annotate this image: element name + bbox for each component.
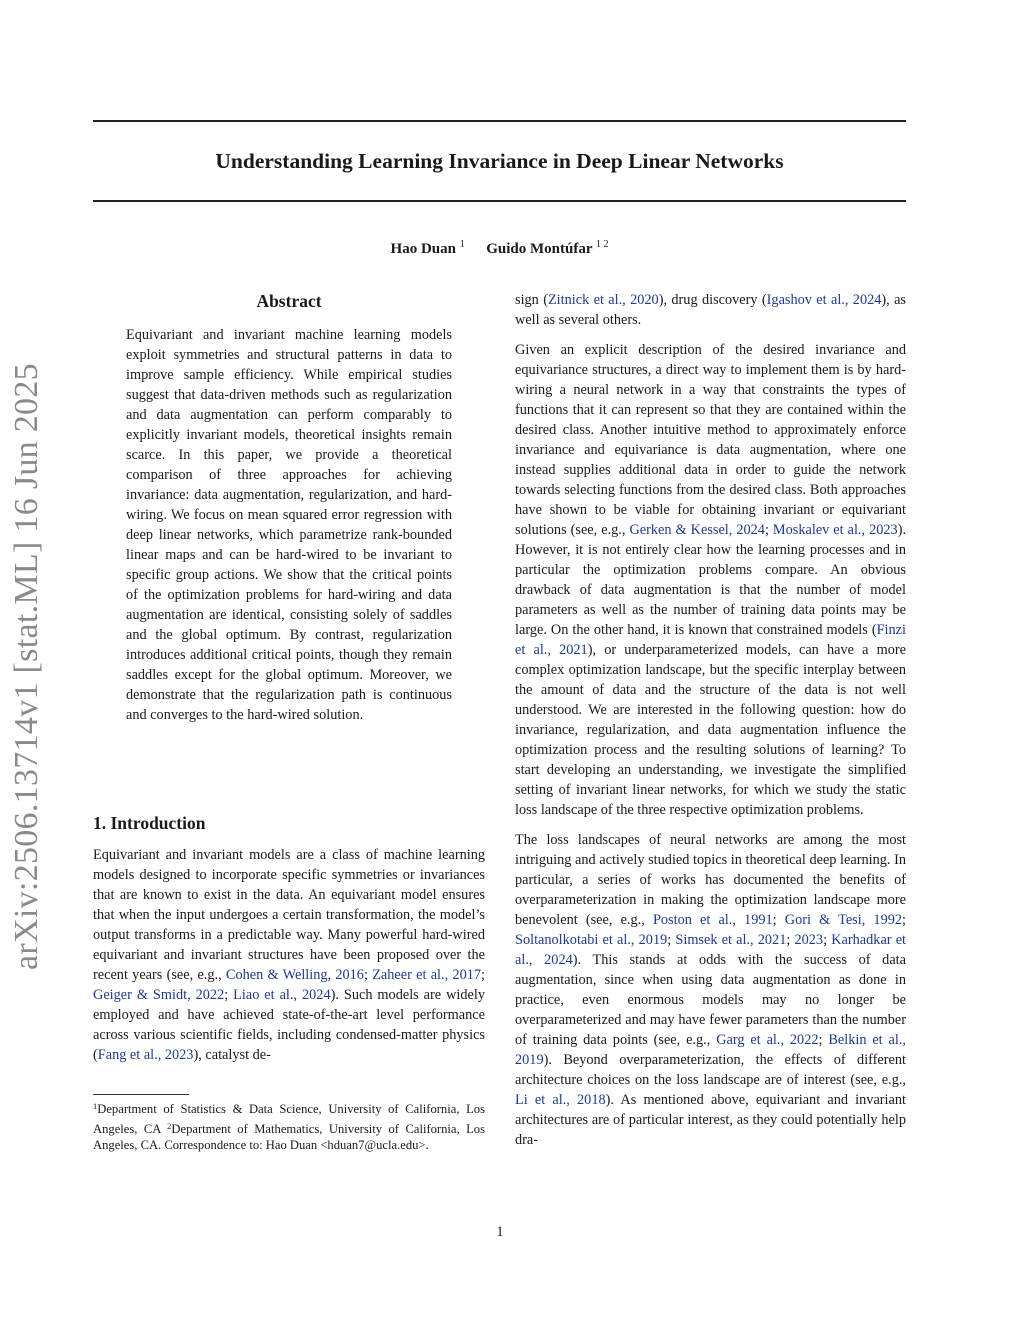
body-text: ; — [786, 932, 795, 948]
body-text: ; — [902, 912, 906, 928]
body-text: ), drug discovery ( — [658, 292, 767, 308]
citation-link[interactable]: Belkin et al., 2019 — [515, 1032, 906, 1068]
citation-link[interactable]: Finzi et al., 2021 — [515, 622, 906, 658]
body-text: ), catalyst de- — [193, 1047, 271, 1063]
abstract-heading: Abstract — [256, 291, 322, 311]
abstract-text: Equivariant and invariant machine learning models exploit symmetries and structural patterns in data to improve sample efficiency. While empirical studies suggest that data-driven methods such as regularization and data augmentation can perform comparably to explicitly invariant models, theoretical insights remain scarce. In this paper, we provide a theoretical comparison of three approaches for achieving invariance: data augmentation, regularization, and hard-wiring. We focus on mean squared error regression with deep linear networks, which parametrize rank-bounded linear maps and can be hard-wired to be invariant to specific group actions. We show that the critical points of the optimization problems for hard-wiring and data augmentation are identical, consisting solely of saddles and the global optimum. By contrast, regularization introduces additional critical points, though they remain saddles except for the global optimum. Moreover, we demonstrate that the regularization path is continuous and converges to the hard-wired solution. — [126, 327, 452, 723]
citation-link[interactable]: 2023 — [794, 932, 824, 948]
body-text: ; — [823, 932, 832, 948]
citation-link[interactable]: Gerken & Kessel, 2024 — [629, 522, 765, 538]
author-name: Hao Duan — [390, 241, 456, 257]
citation-link[interactable]: Zaheer et al., 2017 — [372, 967, 482, 983]
arxiv-identifier-text: arXiv:2506.13714v1 [stat.ML] 16 Jun 2025 — [8, 363, 45, 970]
right-column — [515, 290, 906, 1160]
body-text: ). As mentioned above, equivariant and invariant architectures are of particular interest, as they could potentially help dra- — [515, 1092, 906, 1148]
body-text: ; — [772, 912, 785, 928]
body-text: Given an explicit description of the desired invariance and equivariance structures, a direct way to implement them is by hard-wiring a neural network in a way that constraints the types of functions that it can represent so that they are contained within the desired class. Another intuitive method to approximately enforce invariance and equivariance is data augmentation, where one instead supplies additional data in order to guide the network towards selecting functions from the desired class. Both approaches have shown to be viable for obtaining invariant or equivariant solutions (see, e.g., — [515, 342, 906, 538]
body-paragraph — [515, 830, 906, 1150]
affiliation-footnote — [93, 1098, 485, 1154]
citation-link[interactable]: Zitnick et al., 2020 — [547, 292, 659, 308]
body-text: sign ( — [515, 292, 548, 308]
citation-link[interactable]: Karhadkar et al., 2024 — [515, 932, 907, 968]
footnote-text: Department of Mathematics, University of California, Los Angeles, CA. Correspondence to: Hao Duan <hduan7@ucla.edu>. — [93, 1121, 486, 1152]
body-text: ; — [764, 522, 773, 538]
citation-link[interactable]: Garg et al., 2022 — [716, 1032, 819, 1048]
citation-link[interactable]: Li et al., 2018 — [515, 1092, 606, 1108]
body-text: ; — [224, 987, 234, 1003]
body-text: The loss landscapes of neural networks are among the most intriguing and actively studied topics in theoretical deep learning. In particular, a series of works has documented the benefits of overparameterization in making the optimization landscape more benevolent (see, e.g., — [515, 832, 906, 928]
body-text: ; — [667, 932, 676, 948]
footnote-mark: 2 — [167, 1120, 172, 1131]
footnote-mark: 1 — [93, 1101, 98, 1111]
title-bottom-rule — [93, 200, 906, 202]
body-text: ; — [818, 1032, 829, 1048]
body-paragraph — [515, 340, 906, 820]
author-name: Guido Montúfar — [486, 241, 593, 257]
citation-link[interactable]: Gori & Tesi, 1992 — [784, 912, 903, 928]
paper-title: Understanding Learning Invariance in Deep Linear Networks — [215, 149, 784, 173]
author-affiliation-mark: 1 2 — [595, 239, 609, 250]
citation-link[interactable]: Igashov et al., 2024 — [766, 292, 882, 308]
citation-link[interactable]: Moskalev et al., 2023 — [772, 522, 898, 538]
body-text: ), or underparameterized models, can have a more complex optimization landscape, but the specific interplay between the amount of data and the structure of the data is not well understood. We are interested in the following question: how do invariance, regularization, and data augmentation influence the optimization process and the resulting solutions of learning? To start developing an understanding, we investigate the simplified setting of invariant linear networks, for which we study the static loss landscape of the three respective optimization problems. — [515, 642, 906, 818]
body-text: ; — [363, 967, 373, 983]
citation-link[interactable]: Soltanolkotabi et al., 2019 — [515, 932, 668, 948]
footnote-text: Department of Statistics & Data Science, University of California, Los Angeles, CA — [93, 1102, 485, 1136]
author-list — [93, 234, 906, 260]
body-text: ; — [481, 967, 486, 983]
citation-link[interactable]: Cohen & Welling, 2016 — [225, 967, 364, 983]
body-paragraph — [515, 290, 906, 330]
body-text: ). However, it is not entirely clear how the learning processes and in particular the optimization problems compare. An obvious drawback of data augmentation is that the number of model parameters as well as the number of training data points may be large. On the other hand, it is known that constrained models ( — [515, 522, 907, 638]
section-heading-introduction: 1. Introduction — [93, 813, 206, 833]
body-text: Equivariant and invariant models are a class of machine learning models designed to incorporate specific symmetries or invariances that are known to exist in the data. An equivariant model ensures that when the input undergoes a certain transformation, the model’s output transforms in a predictable way. Many powerful hard-wired equivariant and invariant structures have been proposed over the recent years (see, e.g., — [93, 847, 485, 983]
body-text: ). This stands at odds with the success of data augmentation, since when using data augmentation as done in practice, even enormous models may no longer be overparameterized and may have fewer parameters than the number of training data points (see, e.g., — [515, 952, 906, 1048]
citation-link[interactable]: Liao et al., 2024 — [233, 987, 331, 1003]
footnote-rule — [93, 1094, 189, 1095]
introduction-paragraph — [93, 845, 485, 1065]
body-text: ). Such models are widely employed and have achieved state-of-the-art level performance across various scientific fields, including condensed-matter physics ( — [93, 987, 485, 1063]
citation-link[interactable]: Simsek et al., 2021 — [675, 932, 787, 948]
title-top-rule — [93, 120, 906, 122]
citation-link[interactable]: Poston et al., 1991 — [652, 912, 773, 928]
body-text: ). Beyond overparameterization, the effects of different architecture choices on the loss landscape are of interest (see, e.g., — [515, 1052, 906, 1088]
citation-link[interactable]: Fang et al., 2023 — [97, 1047, 194, 1063]
body-text: ), as well as several others. — [515, 292, 906, 328]
author-affiliation-mark: 1 — [459, 239, 465, 250]
citation-link[interactable]: Geiger & Smidt, 2022 — [93, 987, 225, 1003]
page-number: 1 — [496, 1224, 504, 1240]
